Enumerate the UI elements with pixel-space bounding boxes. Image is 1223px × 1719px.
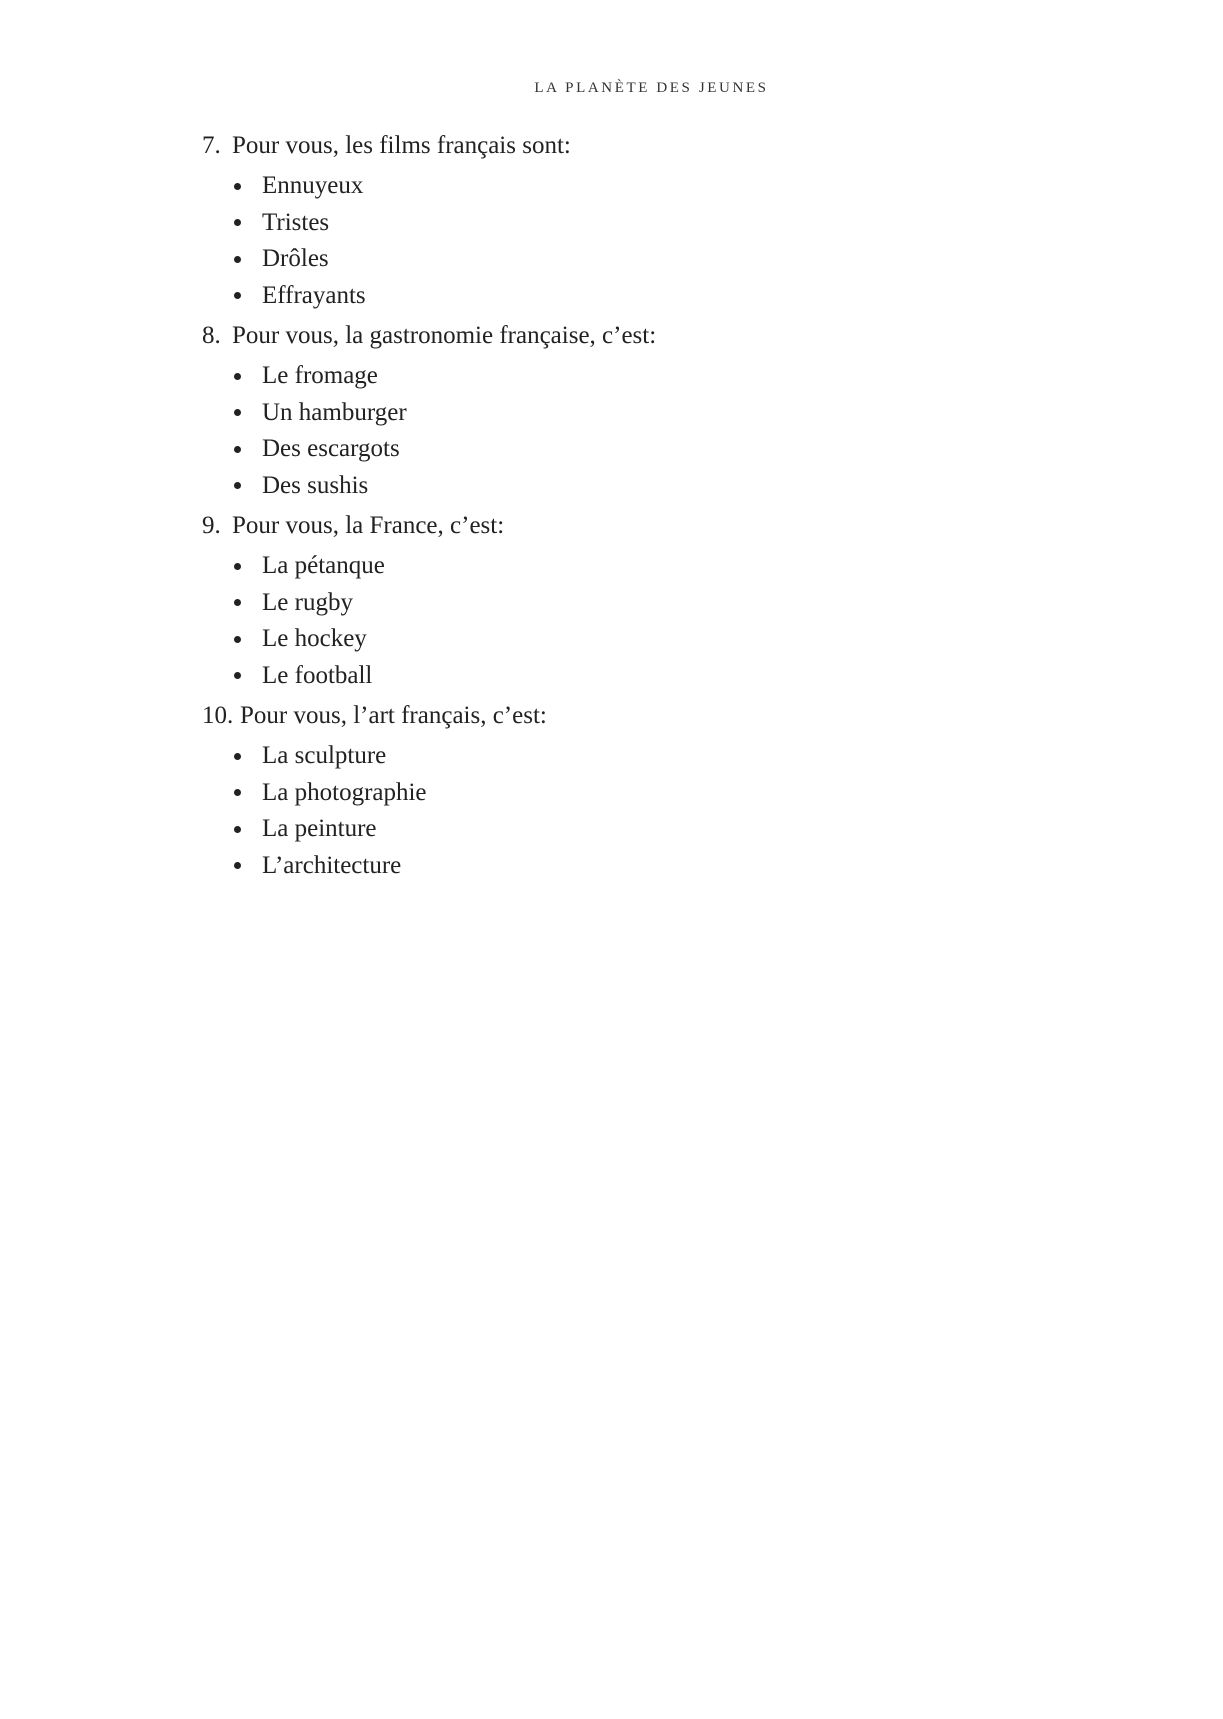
question-line bbox=[202, 128, 1022, 164]
question-number: 7. bbox=[202, 132, 221, 159]
option-label: Le rugby bbox=[262, 588, 353, 616]
option-label: La photographie bbox=[262, 778, 427, 806]
option-label: La sculpture bbox=[262, 742, 387, 769]
option-list bbox=[202, 168, 1022, 314]
option-item bbox=[234, 395, 1022, 432]
running-header: LA PLANÈTE DES JEUNES bbox=[534, 80, 769, 96]
bullet-icon bbox=[234, 482, 241, 489]
question-line bbox=[202, 508, 1022, 544]
option-item bbox=[234, 621, 1022, 658]
bullet-icon bbox=[234, 219, 241, 226]
option-item bbox=[234, 358, 1022, 395]
bullet-icon bbox=[234, 409, 241, 416]
option-item bbox=[234, 848, 1022, 885]
question-text: Pour vous, les films français sont: bbox=[232, 132, 571, 159]
option-label: La pétanque bbox=[262, 552, 385, 579]
option-item bbox=[234, 738, 1022, 775]
question-item bbox=[202, 128, 1022, 314]
option-item bbox=[234, 658, 1022, 695]
option-label: La peinture bbox=[262, 815, 377, 842]
question-item bbox=[202, 508, 1022, 694]
option-item bbox=[234, 241, 1022, 278]
bullet-icon bbox=[234, 292, 241, 299]
bullet-icon bbox=[234, 373, 241, 380]
option-item bbox=[234, 775, 1022, 812]
question-number: 8. bbox=[202, 322, 221, 349]
bullet-icon bbox=[234, 753, 241, 760]
bullet-icon bbox=[234, 789, 241, 796]
option-item bbox=[234, 205, 1022, 242]
bullet-icon bbox=[234, 862, 241, 869]
question-text: Pour vous, la France, c’est: bbox=[232, 512, 505, 539]
bullet-icon bbox=[234, 256, 241, 263]
option-list bbox=[202, 548, 1022, 694]
option-item bbox=[234, 278, 1022, 315]
option-label: Effrayants bbox=[262, 281, 366, 309]
question-item bbox=[202, 318, 1022, 504]
question-list bbox=[202, 128, 1022, 888]
bullet-icon bbox=[234, 183, 241, 190]
question-line bbox=[202, 318, 1022, 354]
option-item bbox=[234, 168, 1022, 205]
bullet-icon bbox=[234, 446, 241, 453]
option-item bbox=[234, 585, 1022, 622]
option-label: Tristes bbox=[262, 208, 330, 236]
question-text: Pour vous, l’art français, c’est: bbox=[240, 702, 547, 729]
option-label: Drôles bbox=[262, 245, 329, 272]
question-item bbox=[202, 698, 1022, 884]
option-label: Le football bbox=[262, 661, 373, 689]
bullet-icon bbox=[234, 563, 241, 570]
option-list bbox=[202, 358, 1022, 504]
option-item bbox=[234, 548, 1022, 585]
option-label: Le hockey bbox=[262, 625, 367, 652]
option-label: L’architecture bbox=[262, 851, 402, 879]
bullet-icon bbox=[234, 826, 241, 833]
option-label: Des sushis bbox=[262, 471, 369, 499]
bullet-icon bbox=[234, 599, 241, 606]
option-list bbox=[202, 738, 1022, 884]
bullet-icon bbox=[234, 672, 241, 679]
bullet-icon bbox=[234, 636, 241, 643]
question-line bbox=[202, 698, 1022, 734]
option-label: Des escargots bbox=[262, 435, 400, 462]
option-label: Le fromage bbox=[262, 362, 378, 389]
question-text: Pour vous, la gastronomie française, c’est: bbox=[232, 322, 657, 349]
option-label: Un hamburger bbox=[262, 398, 407, 426]
option-item bbox=[234, 811, 1022, 848]
question-number: 10. bbox=[202, 702, 234, 729]
option-label: Ennuyeux bbox=[262, 172, 364, 199]
option-item bbox=[234, 431, 1022, 468]
question-number: 9. bbox=[202, 512, 221, 539]
option-item bbox=[234, 468, 1022, 505]
